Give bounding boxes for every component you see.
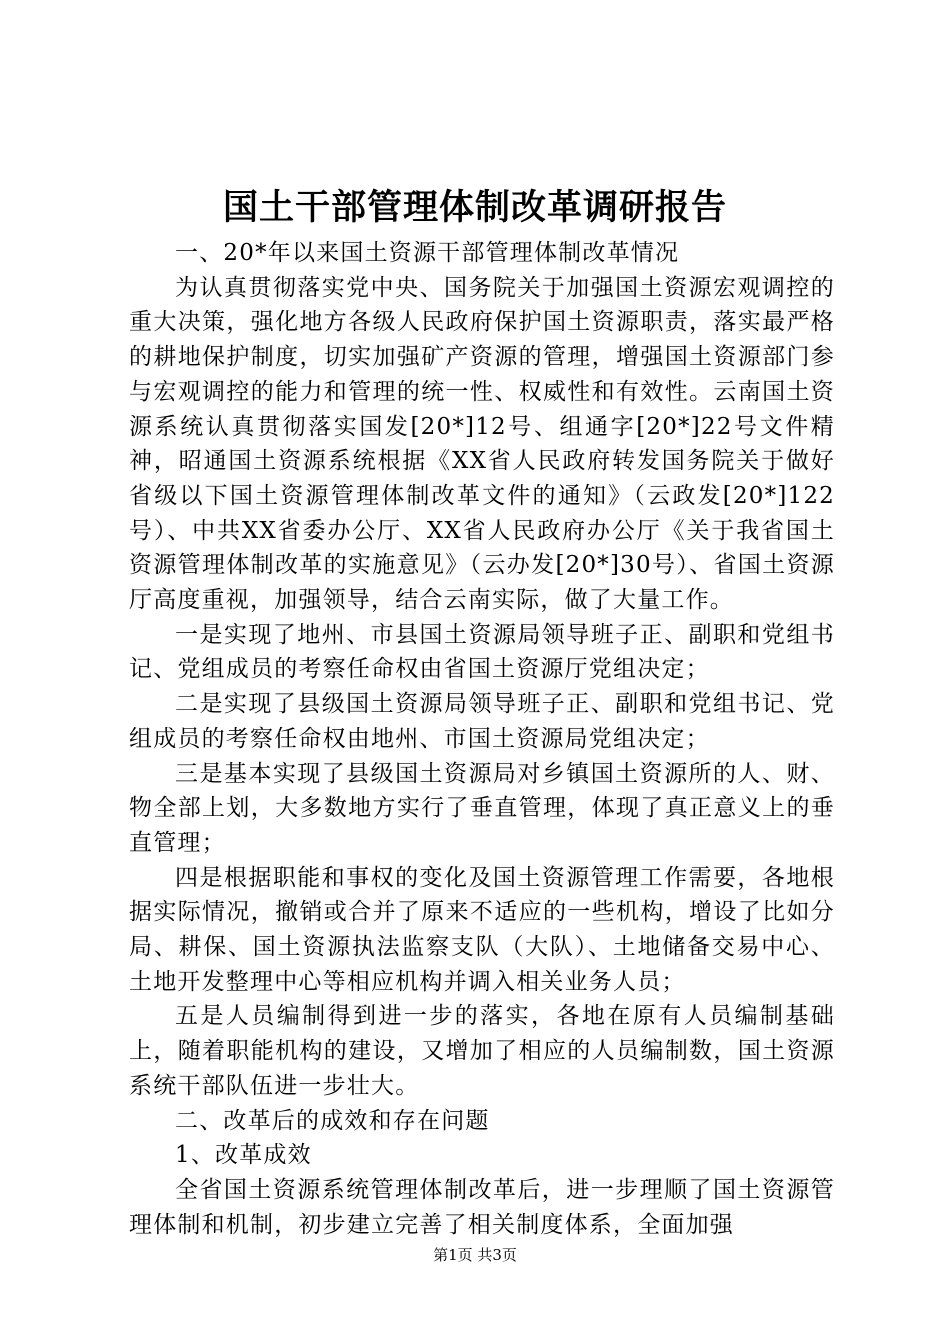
paragraph-intro: 为认真贯彻落实党中央、国务院关于加强国土资源宏观调控的重大决策，强化地方各级人民政府保护国土资源职责，落实最严格的耕地保护制度，切实加强矿产资源的管理，增强国土资源部门参与宏观调控的能力和管理的统一性、权威性和有效性。云南国土资源系统认真贯彻落实国发[20*]12号、组通字[20*]22号文件精神，昭通国土资源系统根据《XX省人民政府转发国务院关于做好省级以下国土资源管理体制改革文件的通知》（云政发[20*]122号）、中共XX省委办公厅、XX省人民政府办公厅《关于我省国土资源管理体制改革的实施意见》（云办发[20*]30号）、省国土资源厅高度重视，加强领导，结合云南实际，做了大量工作。 bbox=[129, 274, 835, 614]
document-title: 国土干部管理体制改革调研报告 bbox=[222, 187, 727, 228]
page-footer: 第1页 共3页 bbox=[433, 1246, 517, 1264]
subsection-heading: 1、改革成效 bbox=[175, 1142, 312, 1169]
paragraph-point-1: 一是实现了地州、市县国土资源局领导班子正、副职和党组书记、党组成员的考察任命权由省国土资源厅党组决定； bbox=[129, 621, 835, 683]
section-heading-2: 二、改革后的成效和存在问题 bbox=[175, 1107, 490, 1134]
document-body bbox=[129, 236, 835, 1242]
section-heading-1: 一、20*年以来国土资源干部管理体制改革情况 bbox=[175, 240, 680, 266]
paragraph-point-2: 二是实现了县级国土资源局领导班子正、副职和党组书记、党组成员的考察任命权由地州、市国土资源局党组决定； bbox=[129, 691, 835, 752]
paragraph-results: 全省国土资源系统管理体制改革后，进一步理顺了国土资源管理体制和机制，初步建立完善了相关制度体系，全面加强 bbox=[129, 1176, 835, 1238]
paragraph-point-4: 四是根据职能和事权的变化及国土资源管理工作需要，各地根据实际情况，撤销或合并了原来不适应的一些机构，增设了比如分局、耕保、国土资源执法监察支队（大队）、土地储备交易中心、土地开发整理中心等相应机构并调入相关业务人员； bbox=[129, 864, 835, 995]
paragraph-point-5: 五是人员编制得到进一步的落实，各地在原有人员编制基础上，随着职能机构的建设，又增加了相应的人员编制数，国土资源系统干部队伍进一步壮大。 bbox=[129, 1003, 835, 1099]
paragraph-point-3: 三是基本实现了县级国土资源局对乡镇国土资源所的人、财、物全部上划，大多数地方实行了垂直管理，体现了真正意义上的垂直管理； bbox=[129, 760, 835, 856]
